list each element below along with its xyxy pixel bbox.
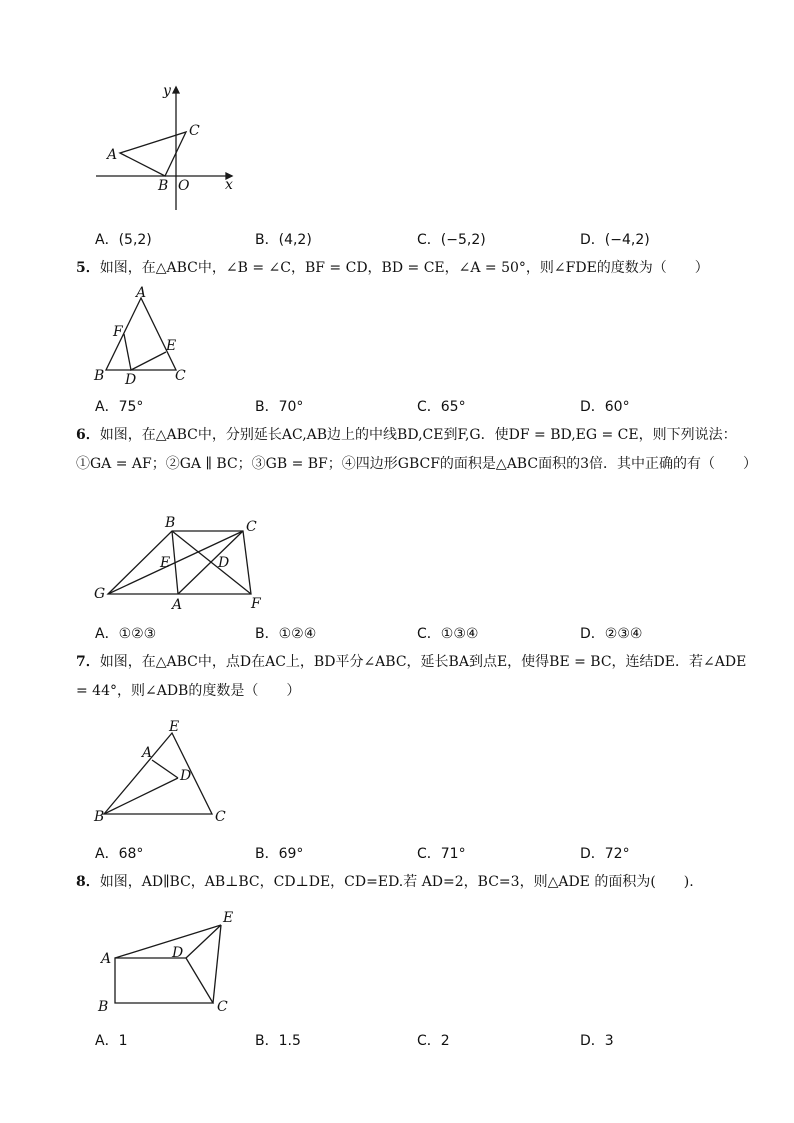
q6-text [76,421,756,479]
q6-stem: 如图，在△ABC中，分别延长AC,AB边上的中线BD,CE到F,G．使DF = BD,EG = CE，则下列说法：①GA = AF；②GA ∥ BC；③GB = BF；④四边形GBCF的面积是△ABC面积的3倍．其中正确的有（ ） [76,427,757,472]
q8-number: 8． [76,874,100,890]
q6-option-a[interactable]: A．①②③ [95,626,157,642]
label-A: A [107,147,118,163]
q7-text [76,648,756,706]
label-D: D [180,768,192,784]
q4-option-d[interactable]: D．(−4,2) [580,232,650,248]
segment-bd [104,778,178,814]
q4-coordinate-figure [90,78,250,218]
shape-ade [115,925,221,958]
label-E: E [169,719,180,735]
q6-option-d[interactable]: D．②③④ [580,626,643,642]
segment-bf [172,531,251,594]
label-x: x [225,177,233,193]
q7-option-b[interactable]: B．69° [255,846,304,862]
q8-trapezoid-figure [90,905,240,1017]
segment-ad [152,760,178,778]
triangle-bec [104,733,212,814]
triangle-fde [124,334,166,370]
label-E: E [223,910,234,926]
label-C: C [215,809,226,825]
q5-option-b[interactable]: B．70° [255,399,304,415]
label-F: F [251,596,261,612]
label-E: E [166,338,177,354]
label-C: C [189,123,200,139]
q5-number: 5． [76,260,100,276]
q5-triangle-figure [90,285,200,390]
q8-option-a[interactable]: A．1 [95,1033,128,1049]
label-E: E [160,555,171,571]
label-D: D [125,372,137,388]
label-A: A [172,597,183,613]
segment-ec [213,925,221,1003]
q4-option-a[interactable]: A．(5,2) [95,232,152,248]
label-B: B [94,368,105,384]
q7-triangle-figure [88,712,238,827]
q7-stem: 如图，在△ABC中，点D在AC上，BD平分∠ABC，延长BA到点E，使得BE = BC，连结DE．若∠ADE = 44°，则∠ADB的度数是（ ） [76,654,747,699]
q4-option-b[interactable]: B．(4,2) [255,232,312,248]
label-B: B [158,178,169,194]
q6-option-c[interactable]: C．①③④ [417,626,479,642]
label-C: C [246,519,257,535]
label-G: G [94,586,106,602]
label-A: A [136,285,147,301]
q5-option-d[interactable]: D．60° [580,399,630,415]
q8-stem: 如图，AD∥BC，AB⊥BC，CD⊥DE，CD=ED.若 AD=2，BC=3，则△ADE 的面积为( ). [99,874,694,890]
label-A: A [101,951,112,967]
label-B: B [98,999,109,1015]
q6-number: 6． [76,427,100,443]
label-A: A [142,745,153,761]
label-B: B [94,809,105,825]
shape-abcd [115,958,213,1003]
q5-option-c[interactable]: C．65° [417,399,466,415]
q8-text [76,868,756,897]
y-axis-arrow [173,87,179,93]
q5-stem: 如图，在△ABC中，∠B = ∠C，BF = CD，BD = CE，∠A = 50°，则∠FDE的度数为（ ） [99,260,709,276]
label-D: D [218,555,230,571]
q8-option-b[interactable]: B．1.5 [255,1033,301,1049]
q4-option-c[interactable]: C．(−5,2) [417,232,486,248]
q7-option-d[interactable]: D．72° [580,846,630,862]
label-C: C [217,999,228,1015]
q6-quadrilateral-figure [88,510,273,615]
q5-option-a[interactable]: A．75° [95,399,144,415]
q7-option-a[interactable]: A．68° [95,846,144,862]
q6-option-b[interactable]: B．①②④ [255,626,317,642]
q8-option-d[interactable]: D．3 [580,1033,614,1049]
label-D: D [172,945,184,961]
q7-number: 7． [76,654,100,670]
label-C: C [175,368,186,384]
label-F: F [113,324,123,340]
q7-option-c[interactable]: C．71° [417,846,466,862]
label-B: B [165,515,176,531]
q5-text [76,254,756,283]
q8-option-c[interactable]: C．2 [417,1033,450,1049]
label-y: y [163,83,171,99]
label-O: O [178,178,190,194]
